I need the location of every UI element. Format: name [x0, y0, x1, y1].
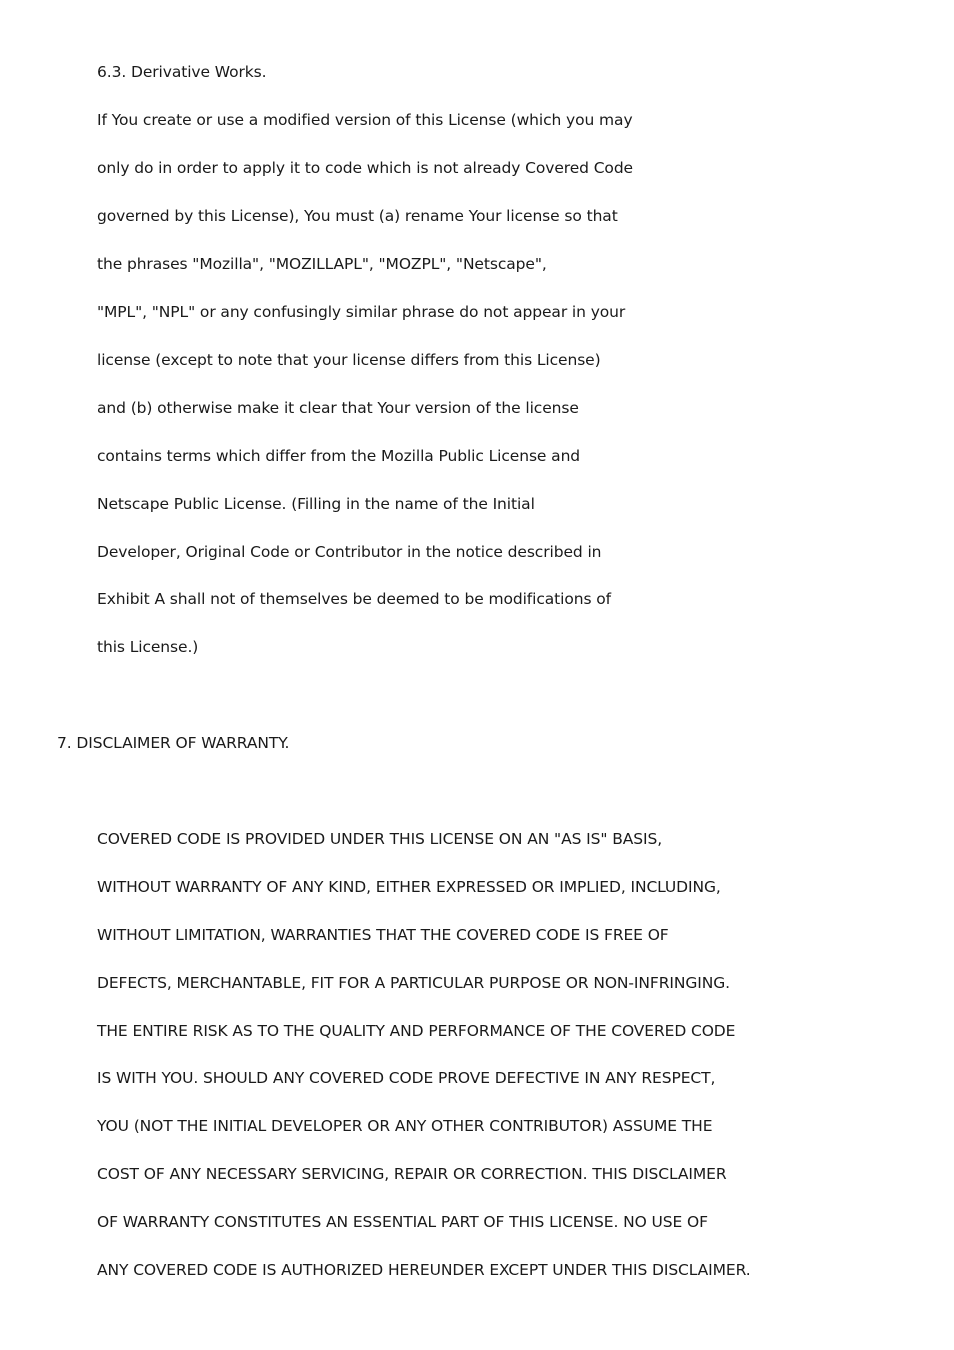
section-heading-6-3: 6.3. Derivative Works. [97, 63, 267, 81]
paragraph-line: the phrases "Mozilla", "MOZILLAPL", "MOZPL", "Netscape", [97, 255, 547, 273]
paragraph-line: If You create or use a modified version of this License (which you may [97, 111, 633, 129]
paragraph-line: COVERED CODE IS PROVIDED UNDER THIS LICENSE ON AN "AS IS" BASIS, [97, 830, 663, 848]
paragraph-line: and (b) otherwise make it clear that Your version of the license [97, 399, 579, 417]
paragraph-line: DEFECTS, MERCHANTABLE, FIT FOR A PARTICULAR PURPOSE OR NON-INFRINGING. [97, 974, 730, 992]
paragraph-line: only do in order to apply it to code which is not already Covered Code [97, 159, 633, 177]
paragraph-line: this License.) [97, 638, 199, 656]
paragraph-line: THE ENTIRE RISK AS TO THE QUALITY AND PERFORMANCE OF THE COVERED CODE [97, 1022, 736, 1040]
paragraph-line: IS WITH YOU. SHOULD ANY COVERED CODE PROVE DEFECTIVE IN ANY RESPECT, [97, 1069, 716, 1087]
paragraph-line: Exhibit A shall not of themselves be deemed to be modifications of [97, 590, 612, 608]
paragraph-line: OF WARRANTY CONSTITUTES AN ESSENTIAL PART OF THIS LICENSE. NO USE OF [97, 1213, 708, 1231]
paragraph-line: Developer, Original Code or Contributor in the notice described in [97, 543, 602, 561]
paragraph-line: YOU (NOT THE INITIAL DEVELOPER OR ANY OTHER CONTRIBUTOR) ASSUME THE [97, 1117, 713, 1135]
paragraph-line: ANY COVERED CODE IS AUTHORIZED HEREUNDER EXCEPT UNDER THIS DISCLAIMER. [97, 1261, 751, 1279]
paragraph-line: "MPL", "NPL" or any confusingly similar phrase do not appear in your [97, 303, 626, 321]
paragraph-line: COST OF ANY NECESSARY SERVICING, REPAIR OR CORRECTION. THIS DISCLAIMER [97, 1165, 727, 1183]
paragraph-line: WITHOUT WARRANTY OF ANY KIND, EITHER EXPRESSED OR IMPLIED, INCLUDING, [97, 878, 721, 896]
paragraph-line: Netscape Public License. (Filling in the name of the Initial [97, 495, 535, 513]
paragraph-line: contains terms which differ from the Mozilla Public License and [97, 447, 581, 465]
section-heading-7: 7. DISCLAIMER OF WARRANTY. [57, 734, 290, 752]
paragraph-line: governed by this License), You must (a) rename Your license so that [97, 207, 618, 225]
paragraph-line: license (except to note that your license differs from this License) [97, 351, 601, 369]
paragraph-line: WITHOUT LIMITATION, WARRANTIES THAT THE COVERED CODE IS FREE OF [97, 926, 669, 944]
